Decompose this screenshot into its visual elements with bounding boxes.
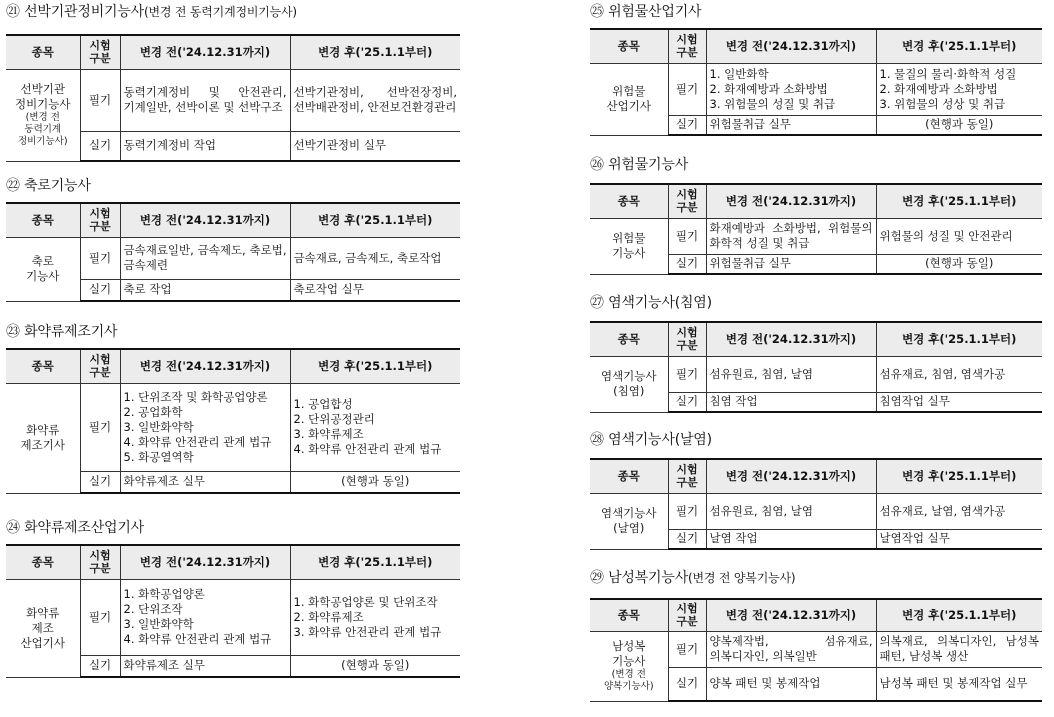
- written-after: 금속재료, 금속제도, 축로작업: [290, 237, 460, 279]
- practical-label: 실기: [668, 392, 706, 412]
- section-number: ㉕: [590, 4, 604, 20]
- practical-before: 위험물취급 실무: [706, 254, 876, 274]
- practical-after: 날염작업 실무: [876, 529, 1042, 549]
- written-after: 1. 물질의 물리·화학적 성질 2. 화재예방과 소화방법 3. 위험물의 성상 및 취급: [876, 63, 1042, 115]
- section-number: ㉑: [6, 4, 20, 20]
- change-table: [590, 28, 1042, 136]
- written-before: 금속재료일반, 금속제도, 축로법, 금속제련: [120, 237, 290, 279]
- practical-before: 위험물취급 실무: [706, 115, 876, 135]
- practical-after: 선박기관정비 실무: [290, 131, 460, 161]
- header-after: 변경 후('25.1.1부터): [290, 35, 460, 69]
- practical-after: (현행과 동일): [876, 254, 1042, 274]
- section-name: 염색기능사(침염): [608, 295, 712, 311]
- section-title: [6, 176, 460, 196]
- written-label: 필기: [80, 579, 120, 655]
- written-label: 필기: [80, 383, 120, 471]
- section-24: [6, 518, 460, 678]
- header-category: 종목: [590, 322, 668, 356]
- practical-after: (현행과 동일): [876, 115, 1042, 135]
- header-after: 변경 후('25.1.1부터): [876, 184, 1042, 218]
- section-note: (변경 전 동력기계정비기능사): [144, 5, 297, 19]
- category-cell: 축로 기능사: [6, 237, 80, 301]
- written-before: 1. 일반화학 2. 화재예방과 소화방법 3. 위험물의 성질 및 취급: [706, 63, 876, 115]
- header-after: 변경 후('25.1.1부터): [290, 203, 460, 237]
- section-number: ㉗: [590, 295, 604, 311]
- section-name: 염색기능사(날염): [608, 432, 712, 448]
- section-note: (변경 전 양복기능사): [688, 571, 796, 585]
- practical-before: 양복 패턴 및 봉제작업: [706, 667, 876, 701]
- practical-label: 실기: [668, 115, 706, 135]
- section-22: [6, 176, 460, 302]
- header-before: 변경 전('24.12.31까지): [120, 545, 290, 579]
- change-table: [6, 348, 460, 494]
- written-after: 의복재료, 의복디자인, 남성복 패턴, 남성복 생산: [876, 631, 1042, 667]
- written-before: 동력기계정비 및 안전관리, 기계일반, 선박이론 및 선박구조: [120, 69, 290, 131]
- section-28: [590, 430, 1042, 550]
- written-before: 양복제작법, 섬유재료, 의복디자인, 의복일반: [706, 631, 876, 667]
- written-label: 필기: [80, 237, 120, 279]
- header-category: 종목: [590, 599, 668, 631]
- practical-before: 축로 작업: [120, 279, 290, 301]
- section-number: ㉔: [6, 520, 20, 536]
- header-category: 종목: [6, 35, 80, 69]
- practical-label: 실기: [80, 131, 120, 161]
- section-name: 선박기관정비기능사: [24, 4, 144, 20]
- practical-label: 실기: [668, 667, 706, 701]
- change-table: [590, 458, 1042, 550]
- header-category: 종목: [6, 203, 80, 237]
- change-table: [590, 183, 1042, 275]
- category-cell: 화약류 제조기사: [6, 383, 80, 493]
- header-category: 종목: [590, 459, 668, 493]
- category-name: 남성복 기능사: [612, 639, 646, 668]
- written-after: 1. 공업합성 2. 단위공정관리 3. 화약류제조 4. 화약류 안전관리 관계 법규: [290, 383, 460, 471]
- category-name: 선박기관 정비기능사: [14, 82, 71, 111]
- header-division: 시험 구분: [80, 349, 120, 383]
- practical-label: 실기: [80, 279, 120, 301]
- change-table: [6, 544, 460, 678]
- section-title: [6, 518, 460, 538]
- section-number: ㉓: [6, 324, 20, 340]
- section-title: [6, 322, 460, 342]
- section-title: [590, 293, 1042, 313]
- practical-label: 실기: [80, 471, 120, 493]
- header-division: 시험 구분: [80, 203, 120, 237]
- section-26: [590, 155, 1042, 275]
- header-category: 종목: [590, 29, 668, 63]
- section-name: 화약류제조기사: [24, 324, 118, 340]
- practical-label: 실기: [668, 529, 706, 549]
- written-label: 필기: [668, 631, 706, 667]
- header-before: 변경 전('24.12.31까지): [706, 29, 876, 63]
- section-23: [6, 322, 460, 494]
- header-before: 변경 전('24.12.31까지): [706, 459, 876, 493]
- header-after: 변경 후('25.1.1부터): [876, 322, 1042, 356]
- section-number: ㉘: [590, 432, 604, 448]
- practical-before: 화약류제조 실무: [120, 471, 290, 493]
- header-division: 시험 구분: [668, 599, 706, 631]
- header-before: 변경 전('24.12.31까지): [120, 349, 290, 383]
- header-category: 종목: [6, 545, 80, 579]
- header-division: 시험 구분: [668, 29, 706, 63]
- change-table: [590, 321, 1042, 413]
- category-cell: 위험물 기능사: [590, 218, 668, 274]
- practical-after: 축로작업 실무: [290, 279, 460, 301]
- category-cell: [6, 69, 80, 161]
- section-name: 위험물산업기사: [608, 4, 702, 20]
- section-title: [590, 155, 1042, 175]
- written-label: 필기: [80, 69, 120, 131]
- category-cell: 염색기능사 (날염): [590, 493, 668, 549]
- practical-before: 침염 작업: [706, 392, 876, 412]
- section-title: [590, 2, 1042, 22]
- category-cell: [590, 631, 668, 701]
- section-number: ㉖: [590, 157, 604, 173]
- practical-after: (현행과 동일): [290, 655, 460, 677]
- header-before: 변경 전('24.12.31까지): [120, 203, 290, 237]
- header-before: 변경 전('24.12.31까지): [706, 184, 876, 218]
- header-after: 변경 후('25.1.1부터): [876, 459, 1042, 493]
- header-category: 종목: [6, 349, 80, 383]
- header-division: 시험 구분: [668, 322, 706, 356]
- section-27: [590, 293, 1042, 413]
- header-before: 변경 전('24.12.31까지): [120, 35, 290, 69]
- category-note: (변경 전 양복기능사): [603, 669, 654, 692]
- written-label: 필기: [668, 356, 706, 392]
- practical-after: 침염작업 실무: [876, 392, 1042, 412]
- written-label: 필기: [668, 63, 706, 115]
- practical-label: 실기: [668, 254, 706, 274]
- change-table: [6, 34, 460, 162]
- written-after: 선박기관정비, 선박전장정비, 선박배관정비, 안전보건환경관리: [290, 69, 460, 131]
- category-note: (변경 전 동력기계 정비기능사): [17, 112, 68, 147]
- header-division: 시험 구분: [668, 184, 706, 218]
- practical-before: 동력기계정비 작업: [120, 131, 290, 161]
- section-title: [590, 430, 1042, 450]
- written-before: 화재예방과 소화방법, 위험물의 화학적 성질 및 취급: [706, 218, 876, 254]
- section-number: ㉒: [6, 178, 20, 194]
- written-label: 필기: [668, 493, 706, 529]
- header-division: 시험 구분: [80, 35, 120, 69]
- section-name: 남성복기능사: [608, 570, 689, 586]
- category-cell: 화약류 제조 산업기사: [6, 579, 80, 677]
- written-label: 필기: [668, 218, 706, 254]
- section-title: [590, 568, 1042, 588]
- header-division: 시험 구분: [80, 545, 120, 579]
- header-after: 변경 후('25.1.1부터): [290, 545, 460, 579]
- written-after: 1. 화학공업양론 및 단위조작 2. 화약류제조 3. 화약류 안전관리 관계 법규: [290, 579, 460, 655]
- header-division: 시험 구분: [668, 459, 706, 493]
- header-after: 변경 후('25.1.1부터): [876, 599, 1042, 631]
- written-before: 1. 단위조작 및 화학공업양론 2. 공업화학 3. 일반화약학 4. 화약류 안전관리 관계 법규 5. 화공열역학: [120, 383, 290, 471]
- header-after: 변경 후('25.1.1부터): [876, 29, 1042, 63]
- section-25: [590, 2, 1042, 136]
- practical-after: 남성복 패턴 및 봉제작업 실무: [876, 667, 1042, 701]
- section-name: 축로기능사: [24, 178, 91, 194]
- written-after: 위험물의 성질 및 안전관리: [876, 218, 1042, 254]
- written-before: 섬유원료, 침염, 날염: [706, 356, 876, 392]
- practical-before: 화약류제조 실무: [120, 655, 290, 677]
- category-cell: 위험물 산업기사: [590, 63, 668, 135]
- change-table: [6, 202, 460, 302]
- written-before: 섬유원료, 침염, 날염: [706, 493, 876, 529]
- header-before: 변경 전('24.12.31까지): [706, 599, 876, 631]
- section-21: [6, 2, 460, 162]
- practical-after: (현행과 동일): [290, 471, 460, 493]
- header-category: 종목: [590, 184, 668, 218]
- change-table: [590, 598, 1042, 702]
- header-before: 변경 전('24.12.31까지): [706, 322, 876, 356]
- written-after: 섬유재료, 침염, 염색가공: [876, 356, 1042, 392]
- practical-label: 실기: [80, 655, 120, 677]
- section-title: [6, 2, 460, 22]
- written-before: 1. 화학공업양론 2. 단위조작 3. 일반화약학 4. 화약류 안전관리 관계 법규: [120, 579, 290, 655]
- header-after: 변경 후('25.1.1부터): [290, 349, 460, 383]
- section-name: 화약류제조산업기사: [24, 520, 144, 536]
- category-cell: 염색기능사 (침염): [590, 356, 668, 412]
- section-name: 위험물기능사: [608, 157, 689, 173]
- written-after: 섬유재료, 날염, 염색가공: [876, 493, 1042, 529]
- section-29: [590, 568, 1042, 702]
- practical-before: 날염 작업: [706, 529, 876, 549]
- section-number: ㉙: [590, 570, 604, 586]
